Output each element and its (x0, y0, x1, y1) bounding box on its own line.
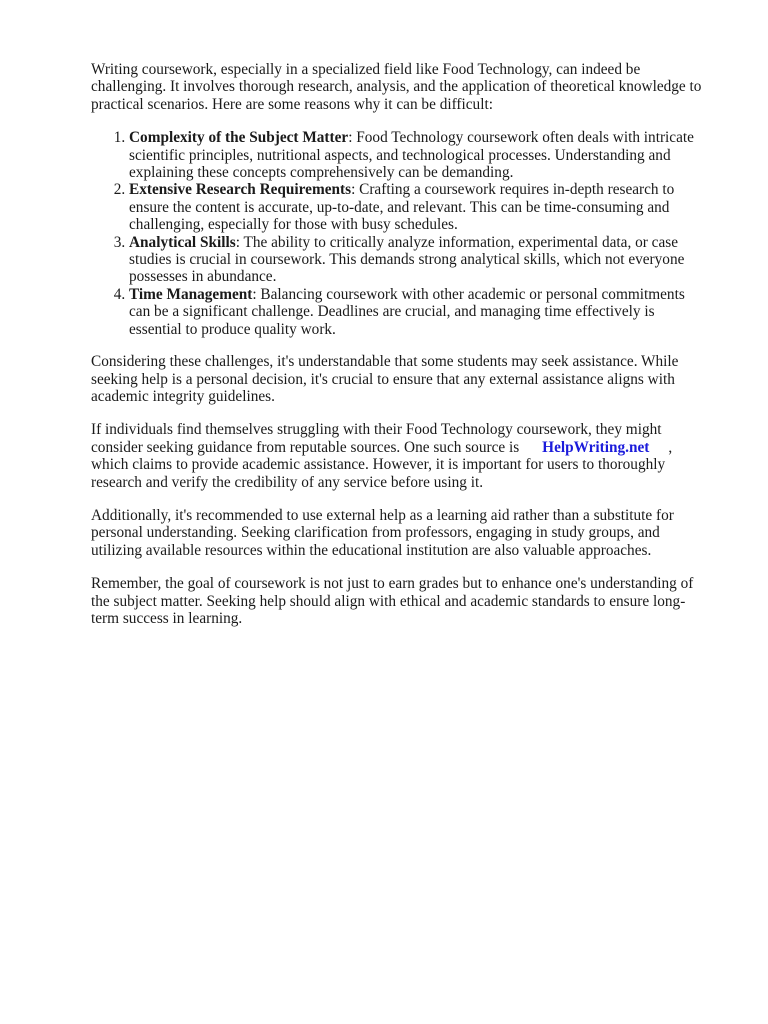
list-item-text: scientific principles, nutritional aspects, and technological processes. Understanding and (129, 146, 671, 164)
list-item-text: : Balancing coursework with other academic or personal commitments (252, 285, 685, 303)
list-item-text: possesses in abundance. (129, 268, 277, 286)
paragraph-line: Additionally, it's recommended to use external help as a learning aid rather than a substitute for (91, 506, 674, 524)
list-item-text: : Food Technology coursework often deals with intricate (348, 129, 694, 147)
helpwriting-link[interactable]: HelpWriting.net (542, 438, 650, 456)
paragraph-line: research and verify the credibility of any service before using it. (91, 473, 484, 491)
paragraph-line: which claims to provide academic assistance. However, it is important for users to thoroughly (91, 456, 666, 474)
considering-paragraph (91, 353, 716, 405)
paragraph-line: academic integrity guidelines. (91, 387, 275, 405)
paragraph-line: If individuals find themselves struggling with their Food Technology coursework, they might (91, 421, 662, 439)
list-item-complexity (129, 129, 716, 181)
list-item-term: Analytical Skills (129, 233, 236, 251)
intro-paragraph (91, 61, 716, 113)
list-item-text: challenging, especially for those with busy schedules. (129, 216, 458, 234)
list-item-time (129, 286, 716, 338)
paragraph-line: personal understanding. Seeking clarification from professors, engaging in study groups, and (91, 524, 660, 542)
remember-paragraph (91, 575, 716, 627)
paragraph-line: Remember, the goal of coursework is not just to earn grades but to enhance one's understanding of (91, 575, 694, 593)
list-item-research (129, 181, 716, 233)
list-item-text: : The ability to critically analyze information, experimental data, or case (235, 233, 678, 251)
list-item-term: Time Management (129, 285, 253, 303)
list-item-term: Extensive Research Requirements (129, 181, 352, 199)
list-item-text: ensure the content is accurate, up-to-date, and relevant. This can be time-consuming and (129, 198, 670, 216)
list-item-text: explaining these concepts comprehensively can be demanding. (129, 164, 514, 182)
list-item-text: : Crafting a coursework requires in-depth research to (351, 181, 675, 199)
paragraph-line: utilizing available resources within the educational institution are also valuable approaches. (91, 541, 652, 559)
list-item-text: essential to produce quality work. (129, 320, 336, 338)
guidance-paragraph (91, 421, 716, 491)
list-item-analytical (129, 234, 716, 286)
paragraph-line: the subject matter. Seeking help should align with ethical and academic standards to ensure long- (91, 592, 686, 610)
paragraph-line: Considering these challenges, it's understandable that some students may seek assistance. While (91, 353, 679, 371)
paragraph-line: seeking help is a personal decision, it's crucial to ensure that any external assistance aligns with (91, 370, 675, 388)
intro-line: Writing coursework, especially in a specialized field like Food Technology, can indeed be (91, 61, 641, 78)
document-page (91, 61, 716, 643)
additionally-paragraph (91, 507, 716, 559)
list-item-text: studies is crucial in coursework. This demands strong analytical skills, which not everyone (129, 251, 685, 269)
reasons-list (91, 129, 716, 338)
list-item-term: Complexity of the Subject Matter (129, 129, 349, 147)
intro-line: challenging. It involves thorough research, analysis, and the application of theoretical knowledge to (91, 78, 702, 96)
paragraph-line: term success in learning. (91, 609, 243, 627)
list-item-text: can be a significant challenge. Deadlines are crucial, and managing time effectively is (129, 303, 655, 321)
paragraph-line: consider seeking guidance from reputable sources. One such source is (91, 438, 520, 456)
comma-text: , (668, 438, 673, 456)
intro-line: practical scenarios. Here are some reasons why it can be difficult: (91, 95, 493, 113)
